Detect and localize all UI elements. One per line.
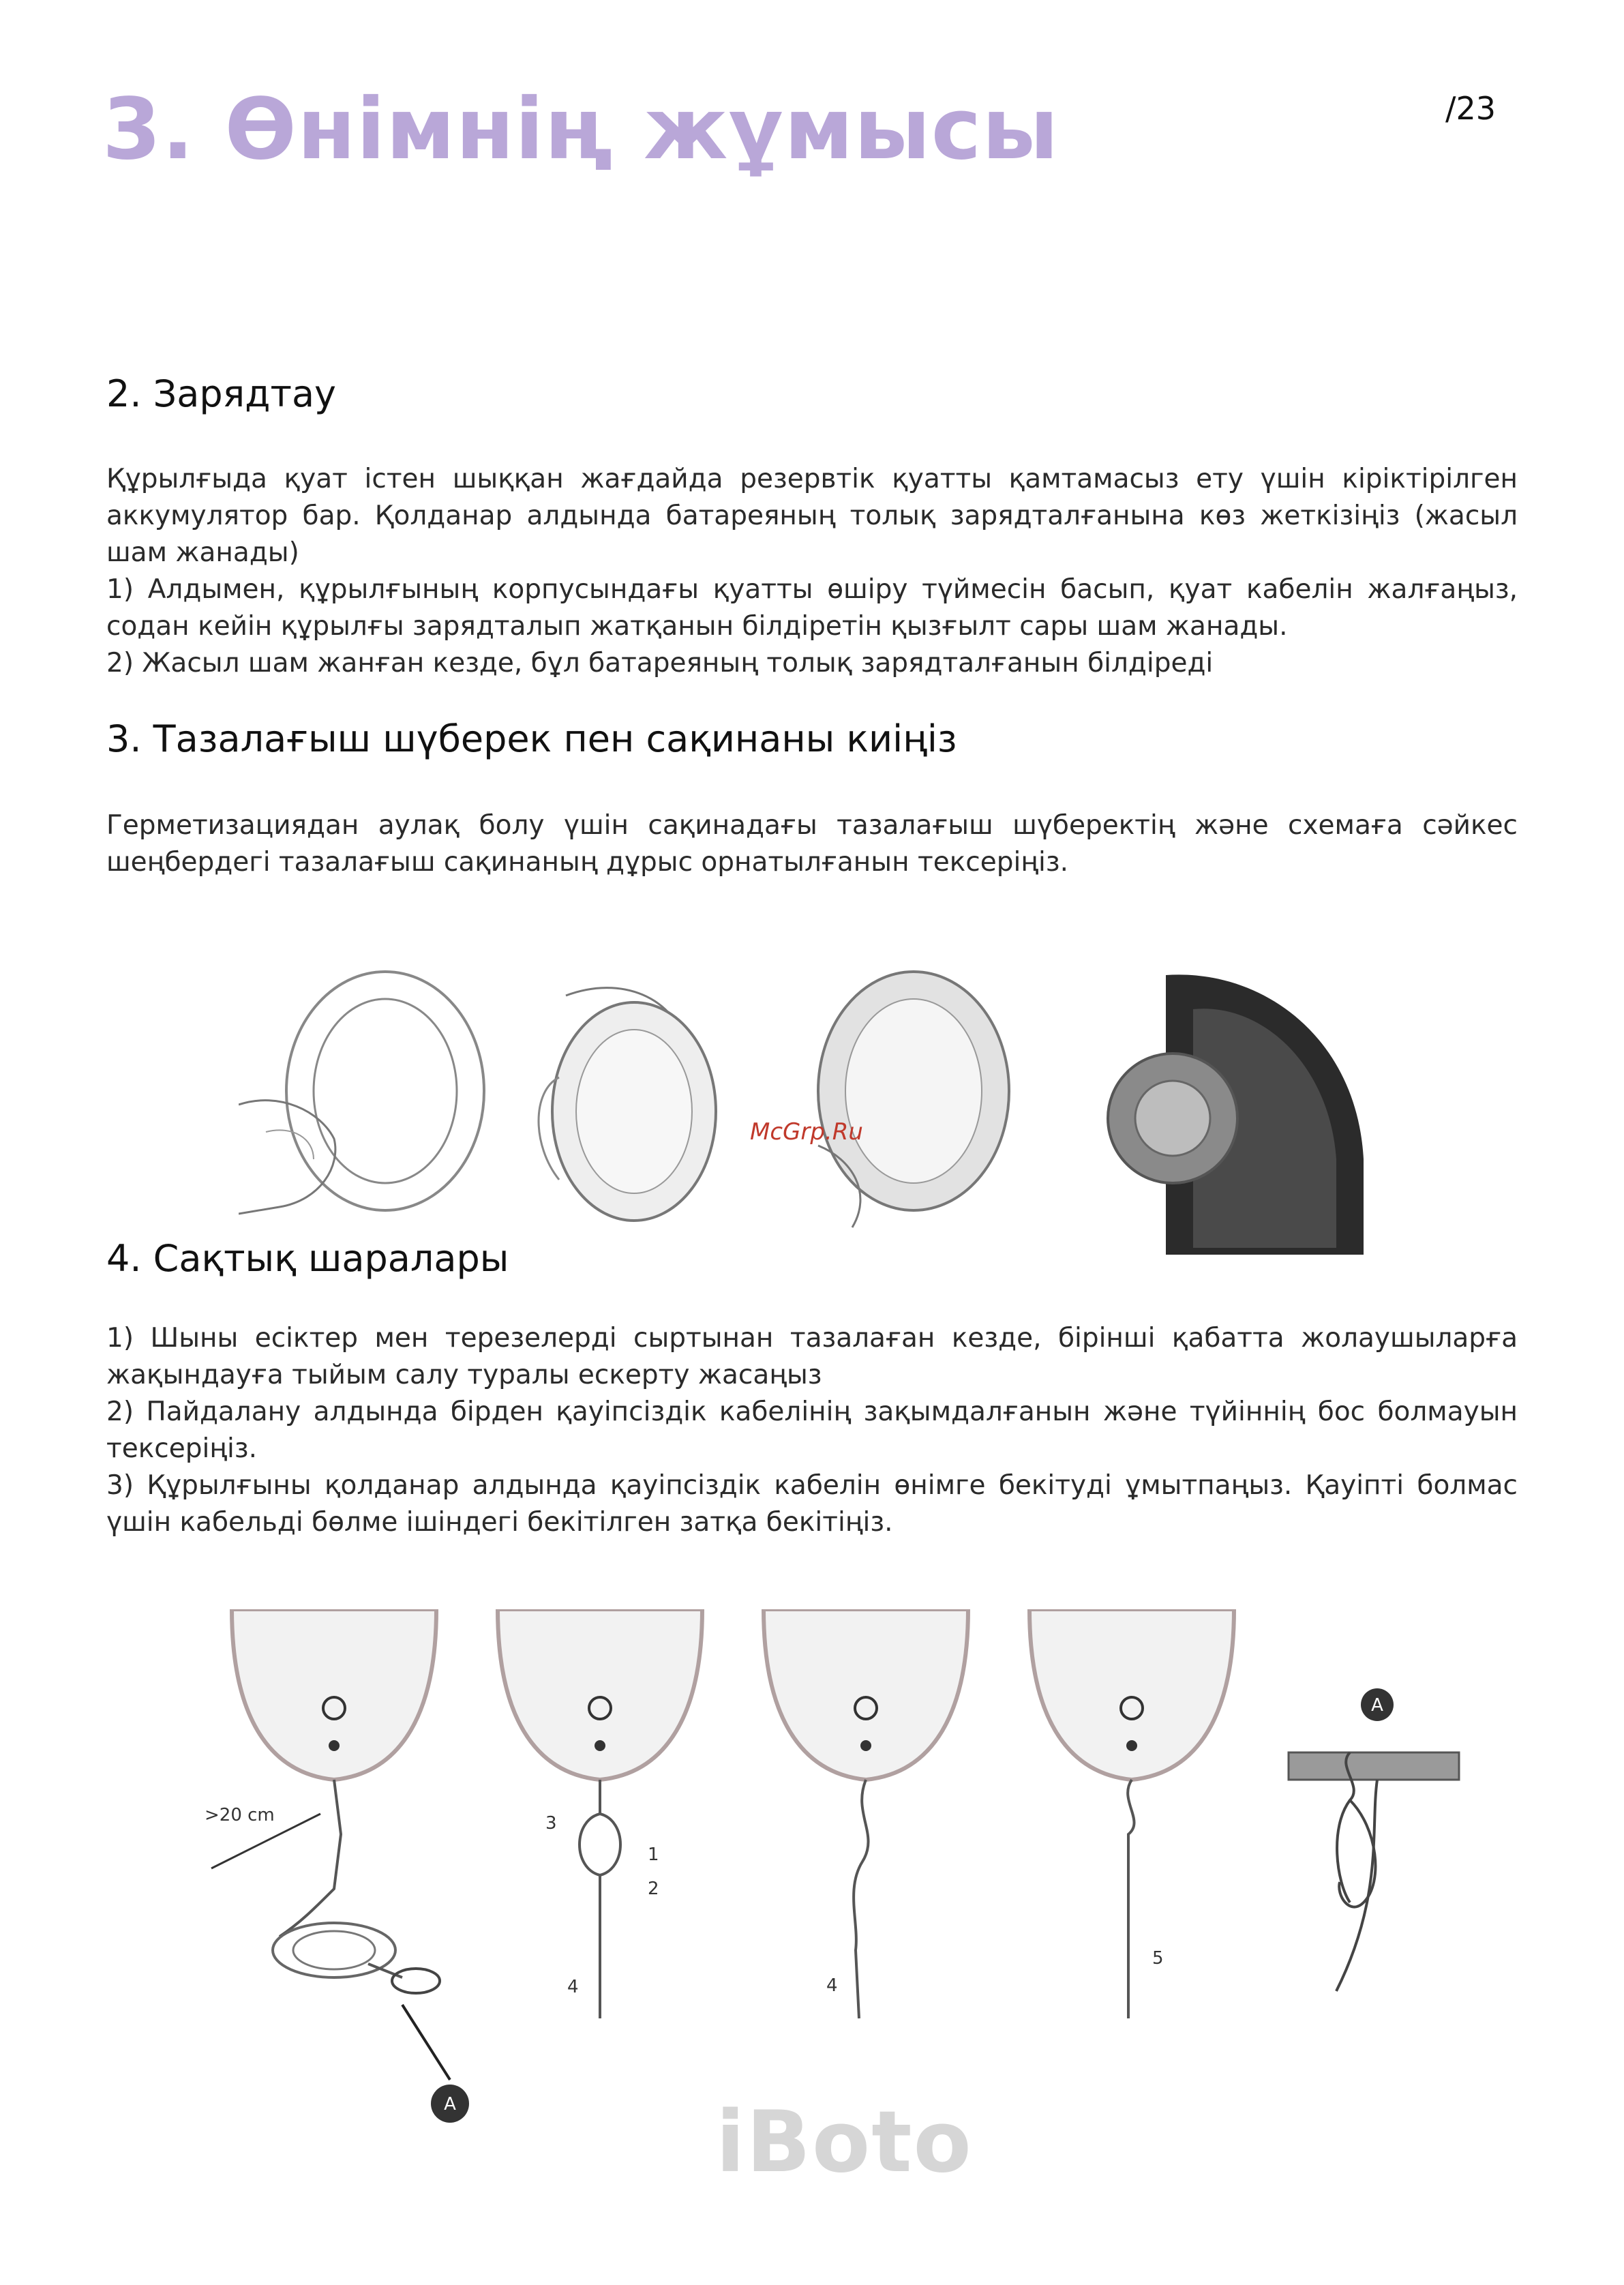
- step-2-label: 2: [648, 1879, 659, 1899]
- step-1-label: 1: [648, 1845, 659, 1865]
- marker-a-label: A: [444, 2094, 456, 2115]
- charging-line: 1) Алдымен, құрылғының корпусындағы қуатты өшіру түймесін басып, қуат кабелін жалғаңыз, содан кейін құрылғы зарядталып жатқанын білдіретін қызғылт сары шам жанады.: [106, 574, 1518, 642]
- device-step-2: [498, 1609, 702, 2018]
- step-3-label: 3: [545, 1813, 557, 1834]
- charging-line: Құрылғыда қуат істен шыққан жағдайда резервтік қуатты қамтамасыз ету үшін кіріктірілген аккумулятор бар. Қолданар алдында батареяның толық зарядталғанына көз жеткізіңіз (жасыл шам жанады): [106, 464, 1518, 568]
- cloth-paragraph: Герметизациядан аулақ болу үшін сақинадағы тазалағыш шүберектің және схемаға сәйкес шеңбердегі тазалағыш сақинаның дұрыс орнатылғанын тексеріңіз.: [106, 810, 1518, 878]
- ring-press-illustration: [539, 988, 716, 1221]
- section-heading-charging: 2. Зарядтау: [106, 372, 336, 415]
- distance-label: >20 cm: [205, 1805, 275, 1825]
- cloth-text: [106, 807, 1518, 881]
- safety-text: [106, 1320, 1518, 1541]
- section-heading-safety: 4. Сақтық шаралары: [106, 1237, 509, 1280]
- anchor-bar-illustration: [1289, 1688, 1459, 1991]
- charging-line: 2) Жасыл шам жанған кезде, бұл батареяның толық зарядталғанын білдіреді: [106, 648, 1214, 678]
- ring-installation-figure: [239, 955, 1384, 1268]
- device-step-3: [764, 1609, 968, 2018]
- page-number: /23: [1445, 90, 1497, 127]
- ring-installed-illustration: [818, 972, 1009, 1227]
- charging-text: [106, 461, 1518, 682]
- step-5-label: 5: [1152, 1948, 1164, 1969]
- page-title: 3. Өнімнің жұмысы: [102, 80, 1059, 179]
- device-side-illustration: [1108, 974, 1364, 1255]
- safety-line: 3) Құрылғыны қолданар алдында қауіпсіздік кабелін өнімге бекітуді ұмытпаңыз. Қауіпті болмас үшін кабельді бөлме ішіндегі бекітілген затқа бекітіңіз.: [106, 1470, 1518, 1538]
- step-4-label: 4: [567, 1977, 579, 1997]
- device-step-4: [1029, 1609, 1234, 2018]
- section-heading-cloth: 3. Тазалағыш шүберек пен сақинаны киіңіз: [106, 717, 957, 760]
- brand-logo: iBoto: [716, 2093, 973, 2192]
- step-4-label: 4: [826, 1975, 838, 1996]
- watermark: McGrp.Ru: [750, 1118, 863, 1146]
- device-step-1: [205, 1609, 469, 2123]
- ring-illustration: [239, 972, 484, 1214]
- safety-line: 2) Пайдалану алдында бірден қауіпсіздік кабелінің зақымдалғанын және түйіннің бос болмауын тексеріңіз.: [106, 1397, 1518, 1464]
- safety-line: 1) Шыны есіктер мен терезелерді сыртынан тазалаған кезде, бірінші қабатта жолаушыларға жақындауға тыйым салу туралы ескерту жасаңыз: [106, 1323, 1518, 1390]
- marker-a-label: A: [1371, 1695, 1383, 1716]
- safety-cable-figure: [177, 1609, 1473, 2127]
